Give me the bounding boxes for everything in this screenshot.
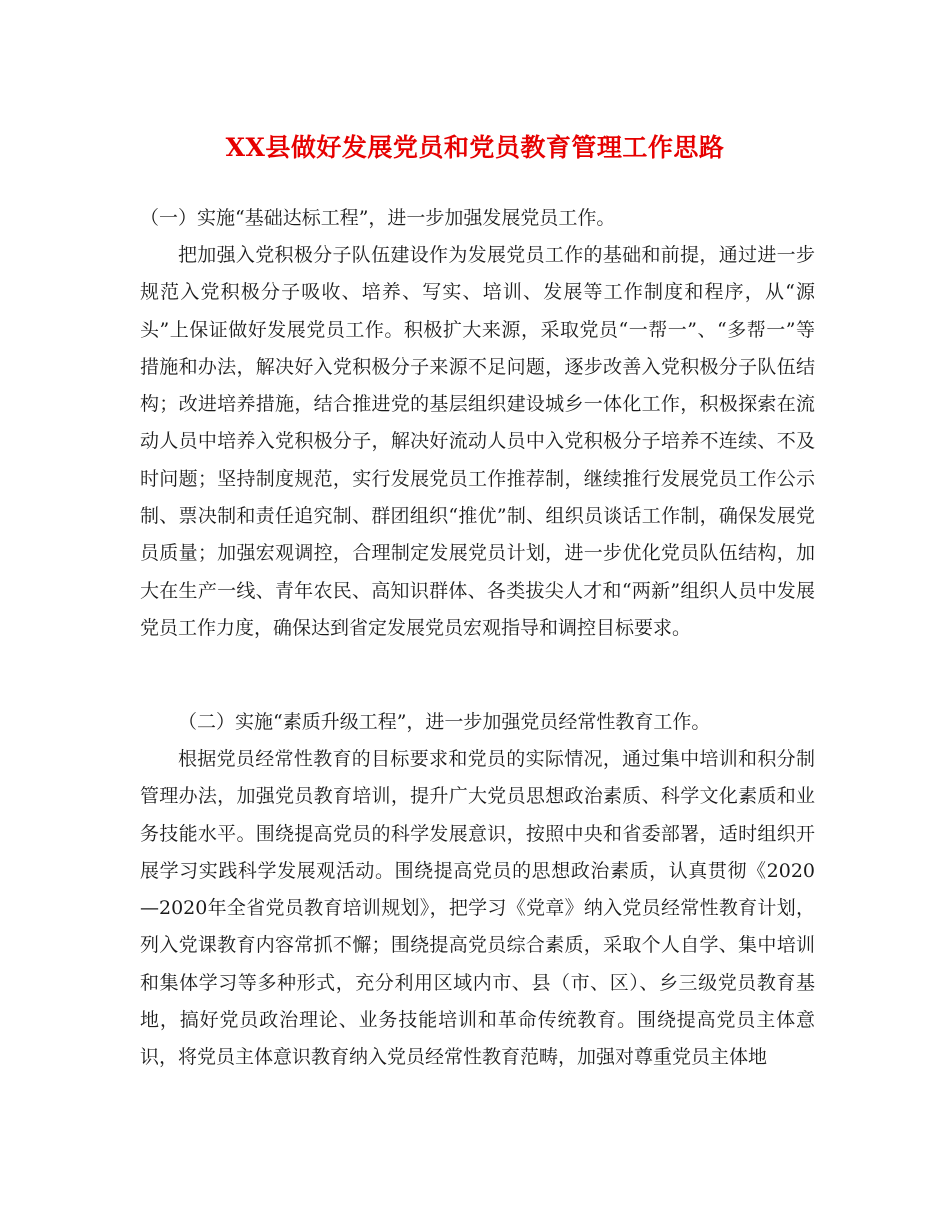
document-title: XX县做好发展党员和党员教育管理工作思路 (225, 133, 725, 162)
section-2-heading: （二）实施“素质升级工程”，进一步加强党员经常性教育工作。 (178, 711, 711, 733)
section-1-paragraph: 把加强入党积极分子队伍建设作为发展党员工作的基础和前提，通过进一步规范入党积极分子吸收、培养、写实、培训、发展等工作制度和程序，从“源头”上保证做好发展党员工作。积极扩大来源，采取党员“一帮一”、“多帮一”等措施和办法，解决好入党积极分子来源不足问题，逐步改善入党积极分子队伍结构；改进培养措施，结合推进党的基层组织建设城乡一体化工作，积极探索在流动人员中培养入党积极分子，解决好流动人员中入党积极分子培养不连续、不及时问题；坚持制度规范，实行发展党员工作推荐制，继续推行发展党员工作公示制、票决制和责任追究制、群团组织“推优”制、组织员谈话工作制，确保发展党员质量；加强宏观调控，合理制定发展党员计划，进一步优化党员队伍结构，加大在生产一线、青年农民、高知识群体、各类拔尖人才和“两新”组织人员中发展党员工作力度，确保达到省定发展党员宏观指导和调控目标要求。 (140, 244, 815, 639)
section-2-paragraph: 根据党员经常性教育的目标要求和党员的实际情况，通过集中培训和积分制管理办法，加强党员教育培训，提升广大党员思想政治素质、科学文化素质和业务技能水平。围绕提高党员的科学发展意识，按照中央和省委部署，适时组织开展学习实践科学发展观活动。围绕提高党员的思想政治素质，认真贯彻《2020—2020年全省党员教育培训规划》，把学习《党章》纳入党员经常性教育计划，列入党课教育内容常抓不懈；围绕提高党员综合素质，采取个人自学、集中培训和集体学习等多种形式，充分利用区域内市、县（市、区）、乡三级党员教育基地，搞好党员政治理论、业务技能培训和革命传统教育。围绕提高党员主体意识，将党员主体意识教育纳入党员经常性教育范畴，加强对尊重党员主体地 (140, 748, 815, 1069)
section-1-heading: （一）实施“基础达标工程”，进一步加强发展党员工作。 (140, 207, 616, 229)
